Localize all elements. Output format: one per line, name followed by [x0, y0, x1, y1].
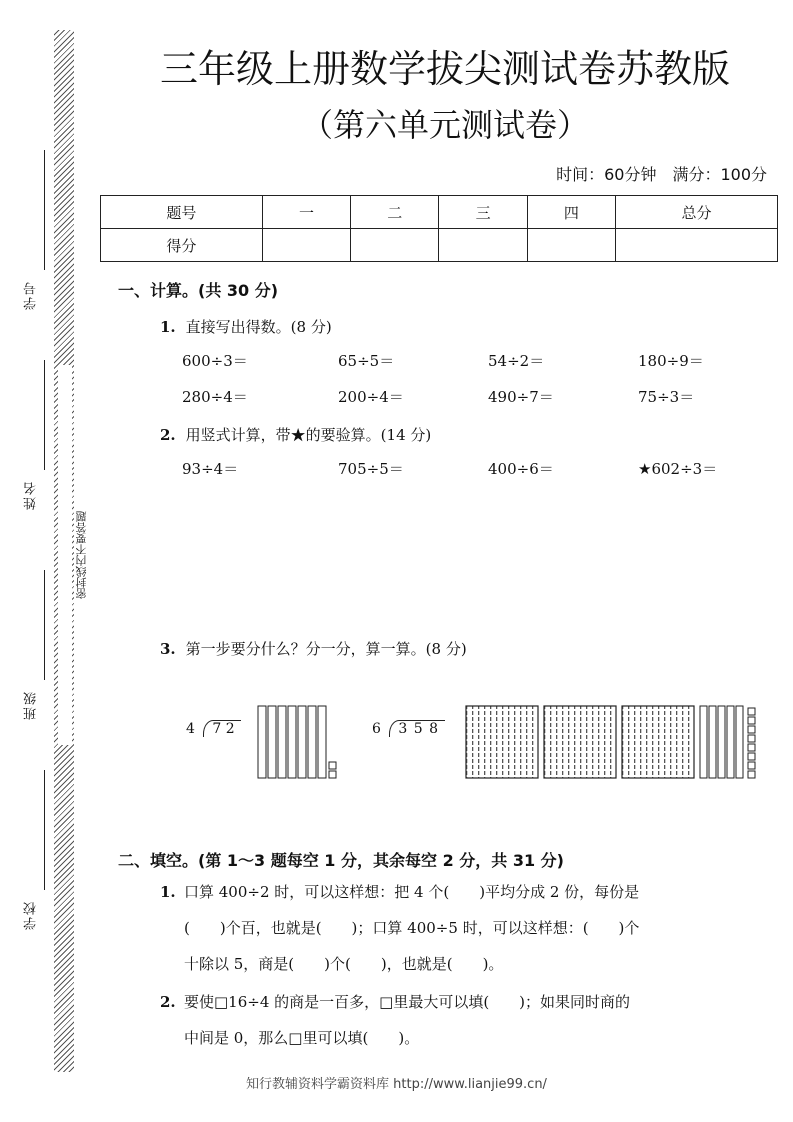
rods-figure-72 — [256, 704, 342, 780]
s2-q1: 1. 口算 400÷2 时，可以这样想：把 4 个( )平均分成 2 份，每份是 ( )个百，也就是( )；口算 400÷5 时，可以这样想：( )个 十除以 5，商是( )个( )，也就是( )。 — [160, 883, 640, 973]
page-title: 三年级上册数学拔尖测试卷苏教版 — [159, 47, 730, 91]
expression: 705÷5＝ — [338, 460, 404, 478]
footer-watermark: 知行教辅资料学霸资料库 http://www.lianjie99.cn/ — [246, 1077, 547, 1092]
time-info: 时间：60分钟 满分：100分 — [556, 165, 767, 184]
s1-q3-prompt: 3. 第一步要分什么？分一分，算一算。(8 分) — [160, 640, 467, 658]
expression: 93÷4＝ — [182, 460, 239, 478]
expression: 75÷3＝ — [638, 388, 695, 406]
seal-line-text: 密封线内不要答题 — [58, 365, 72, 745]
expression: 54÷2＝ — [488, 352, 545, 370]
score-table-header-row — [101, 196, 778, 229]
expression: 65÷5＝ — [338, 352, 395, 370]
name-line — [44, 360, 45, 470]
expression: 490÷7＝ — [488, 388, 554, 406]
s2-q2: 2. 要使□16÷4 的商是一百多，□里最大可以填( )；如果同时商的 中间是 0，那么□里可以填( )。 — [160, 993, 631, 1047]
division2: 6 3 5 8 — [372, 720, 445, 737]
score-cell: 四 — [527, 196, 615, 229]
expression: ★602÷3＝ — [638, 460, 718, 478]
blocks-figure-358 — [464, 704, 764, 780]
score-table-score-row — [101, 229, 778, 262]
student-id-label: 学号 — [24, 280, 39, 310]
expression: 400÷6＝ — [488, 460, 554, 478]
class-label: 班级 — [24, 690, 39, 720]
expression: 280÷4＝ — [182, 388, 248, 406]
school-line — [44, 770, 45, 890]
school-label: 学校 — [24, 900, 39, 930]
page-subtitle: （第六单元测试卷） — [300, 106, 589, 144]
section1-heading: 一、计算。(共 30 分) — [118, 281, 279, 300]
s1-q1-prompt: 1. 直接写出得数。(8 分) — [160, 318, 332, 336]
score-table — [100, 195, 778, 262]
expression: 200÷4＝ — [338, 388, 404, 406]
score-cell: 二 — [351, 196, 439, 229]
score-cell: 总分 — [616, 196, 778, 229]
score-input-cell[interactable] — [439, 229, 527, 262]
student-id-line — [44, 150, 45, 270]
score-cell: 三 — [439, 196, 527, 229]
s1-q2-prompt: 2. 用竖式计算，带★的要验算。(14 分) — [160, 426, 432, 444]
section2-heading: 二、填空。(第 1～3 题每空 1 分，其余每空 2 分，共 31 分) — [118, 851, 564, 870]
name-label: 姓名 — [24, 480, 39, 510]
score-input-cell[interactable] — [616, 229, 778, 262]
expression: 600÷3＝ — [182, 352, 248, 370]
score-cell: 得分 — [101, 229, 263, 262]
score-input-cell[interactable] — [262, 229, 350, 262]
score-cell: 题号 — [101, 196, 263, 229]
score-input-cell[interactable] — [527, 229, 615, 262]
score-input-cell[interactable] — [351, 229, 439, 262]
division1: 4 7 2 — [186, 720, 241, 737]
class-line — [44, 570, 45, 680]
score-cell: 一 — [262, 196, 350, 229]
expression: 180÷9＝ — [638, 352, 704, 370]
